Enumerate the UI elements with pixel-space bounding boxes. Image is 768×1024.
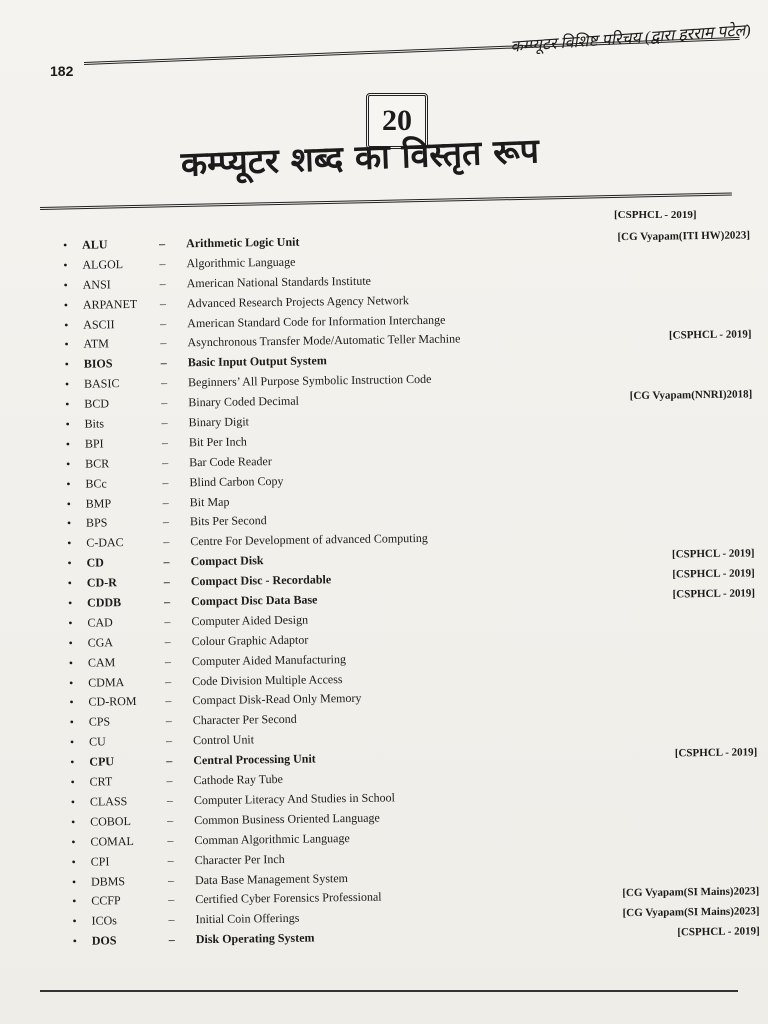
abbreviation: Bits (84, 416, 105, 431)
full-form: Bit Map (189, 494, 230, 509)
abbreviation: C-DAC (86, 535, 124, 551)
abbreviation: BPI (84, 436, 104, 451)
dash-separator: – (165, 733, 173, 748)
abbreviation: DBMS (90, 873, 126, 889)
full-form: Code Division Multiple Access (192, 671, 343, 688)
abbreviation: ASCII (83, 316, 115, 332)
chapter-title: कम्प्यूटर शब्द का विस्तृत रूप (180, 131, 540, 185)
dash-separator: – (160, 316, 167, 331)
dash-separator: – (163, 554, 170, 569)
full-form: Cathode Ray Tube (193, 771, 284, 788)
bullet-icon: • (72, 934, 78, 949)
dash-separator: – (167, 813, 174, 828)
bullet-icon: • (71, 854, 76, 869)
bullet-icon: • (69, 695, 74, 710)
abbreviation: CPI (90, 853, 110, 869)
bullet-icon: • (63, 297, 69, 312)
full-form: Binary Coded Decimal (188, 393, 300, 410)
full-form: Centre For Development of advanced Computing (190, 531, 428, 549)
dash-separator: – (163, 534, 170, 549)
bullet-icon: • (69, 675, 74, 690)
abbreviation: CGA (87, 635, 114, 650)
dash-separator: – (167, 833, 174, 848)
full-form: Bits Per Second (189, 513, 267, 529)
abbreviation: BCc (85, 476, 107, 491)
abbreviation: CLASS (89, 794, 128, 809)
full-form: Compact Disk (190, 553, 264, 569)
abbreviation: ATM (83, 336, 109, 352)
full-form: Asynchronous Transfer Mode/Automatic Teller Machine (187, 331, 461, 350)
full-form: American Standard Code for Information Interchange (187, 312, 446, 330)
full-form: Control Unit (192, 732, 255, 748)
full-form: Compact Disc - Recordable (190, 572, 332, 589)
full-form: Computer Literacy And Studies in School (193, 790, 395, 808)
dash-separator: – (162, 455, 169, 470)
bullet-icon: • (64, 337, 69, 352)
abbreviation: ANSI (82, 277, 111, 292)
full-form: Colour Graphic Adaptor (191, 632, 309, 649)
abbreviation: BCR (85, 456, 110, 471)
dash-separator: – (159, 236, 166, 251)
dash-separator: – (166, 753, 173, 768)
bullet-icon: • (65, 416, 70, 431)
dash-separator: – (160, 355, 167, 370)
dash-separator: – (162, 475, 169, 490)
abbreviation: CDMA (88, 674, 125, 690)
exam-tag: [CSPHCL - 2019] (668, 328, 752, 342)
abbreviation: ALU (82, 237, 108, 252)
dash-separator: – (162, 495, 169, 510)
dash-separator: – (159, 256, 166, 271)
bullet-icon: • (64, 317, 69, 332)
footer-rule (40, 990, 738, 992)
dash-separator: – (167, 872, 175, 888)
abbreviation: CPS (88, 714, 111, 730)
full-form: American National Standards Institute (186, 273, 372, 291)
full-form: Advanced Research Projects Agency Network (186, 292, 409, 310)
abbreviation: CCFP (91, 893, 121, 909)
bullet-icon: • (63, 257, 68, 272)
abbreviation: BPS (85, 515, 108, 531)
bullet-icon: • (64, 357, 69, 372)
full-form: Computer Aided Manufacturing (191, 651, 346, 668)
dash-separator: – (161, 435, 168, 450)
page-number: 182 (50, 63, 74, 79)
full-form: Basic Input Output System (187, 353, 327, 370)
bullet-icon: • (67, 556, 72, 571)
bullet-icon: • (67, 576, 73, 591)
full-form: Binary Digit (188, 414, 250, 430)
dash-separator: – (168, 912, 175, 927)
abbreviation: ARPANET (82, 296, 138, 312)
dash-separator: – (165, 674, 172, 689)
dash-separator: – (166, 773, 173, 788)
bullet-icon: • (67, 536, 72, 551)
bullet-icon: • (72, 894, 77, 909)
full-form: Comman Algorithmic Language (194, 830, 350, 847)
bullet-icon: • (65, 436, 71, 451)
abbreviation: CAD (87, 615, 113, 630)
exam-tag: [CSPHCL - 2019] (671, 547, 755, 561)
abbreviation: BIOS (83, 356, 113, 372)
full-form: Data Base Management System (194, 870, 349, 887)
dash-separator: – (166, 793, 173, 808)
bullet-icon: • (67, 595, 73, 610)
dash-separator: – (164, 634, 171, 649)
full-form: Character Per Inch (194, 851, 285, 867)
exam-tag: [CSPHCL - 2019] (672, 567, 755, 581)
dash-separator: – (164, 614, 171, 629)
full-form: Bit Per Inch (188, 434, 247, 450)
full-form: Computer Aided Design (191, 612, 309, 629)
full-form: Arithmetic Logic Unit (186, 234, 300, 251)
bullet-icon: • (70, 774, 75, 789)
abbreviation: COMAL (90, 833, 134, 849)
full-form: Common Business Oriented Language (194, 810, 380, 828)
abbreviation: CRT (89, 774, 113, 789)
bullet-icon: • (70, 814, 76, 829)
dash-separator: – (159, 276, 166, 291)
abbreviation: CD (86, 555, 105, 570)
abbreviation: CAM (87, 654, 116, 670)
bullet-icon: • (64, 377, 70, 392)
chapter-number: 20 (382, 104, 412, 137)
exam-tag: [CSPHCL - 2019] (672, 587, 756, 601)
exam-tag: [CG Vyapam(NNRI)2018] (629, 388, 753, 403)
dash-separator: – (159, 296, 167, 311)
abbreviation: BMP (85, 495, 112, 511)
bullet-icon: • (71, 874, 77, 889)
running-header: कम्प्यूटर विशिष्ट परिचय (द्वारा हरराम पटेल) (510, 21, 752, 56)
exam-tag: [CSPHCL - 2019] (674, 746, 758, 760)
full-form: Compact Disc Data Base (191, 592, 318, 609)
exam-tag: [CG Vyapam(SI Mains)2023] (622, 885, 760, 900)
abbreviation: ALGOL (82, 257, 124, 272)
bullet-icon: • (66, 496, 71, 511)
dash-separator: – (163, 574, 170, 589)
full-form: Beginners’ All Purpose Symbolic Instruction Code (187, 372, 432, 390)
abbreviation: CU (88, 734, 106, 749)
bullet-icon: • (69, 735, 75, 750)
full-form: Bar Code Reader (189, 453, 272, 470)
dash-separator: – (160, 335, 167, 351)
abbreviation: CD-R (86, 575, 117, 590)
title-rule (40, 193, 732, 210)
bullet-icon: • (71, 834, 76, 849)
dash-separator: – (160, 375, 168, 390)
bullet-icon: • (70, 794, 76, 809)
bullet-icon: • (63, 277, 68, 292)
full-form: Compact Disk-Read Only Memory (192, 691, 362, 708)
bullet-icon: • (65, 456, 71, 471)
full-form: Character Per Second (192, 712, 297, 728)
full-form: Disk Operating System (195, 930, 315, 947)
bullet-icon: • (68, 615, 73, 630)
exam-tag: [CSPHCL - 2019] (677, 925, 760, 939)
bullet-icon: • (70, 755, 75, 770)
full-form: Certified Cyber Forensics Professional (195, 889, 382, 907)
full-form: Central Processing Unit (193, 751, 316, 768)
dash-separator: – (167, 853, 174, 868)
abbreviation: CD-ROM (88, 694, 137, 710)
abbreviation-list (60, 226, 768, 952)
bullet-icon: • (68, 655, 74, 670)
abbreviation: COBOL (90, 813, 131, 829)
abbreviation: CPU (89, 754, 115, 769)
header-rule (84, 37, 740, 65)
dash-separator: – (168, 932, 175, 947)
bullet-icon: • (69, 715, 74, 730)
bullet-icon: • (65, 397, 70, 412)
abbreviation: CDDB (87, 595, 122, 610)
dash-separator: – (164, 594, 171, 609)
full-form: Initial Coin Offerings (195, 911, 300, 927)
full-form: Blind Carbon Copy (189, 473, 284, 489)
dash-separator: – (161, 395, 168, 410)
dash-separator: – (165, 693, 172, 709)
bullet-icon: • (66, 516, 72, 531)
exam-tag: [CG Vyapam(ITI HW)2023] (617, 229, 751, 244)
abbreviation: BCD (84, 396, 110, 411)
bullet-icon: • (68, 635, 73, 650)
exam-tag: [CSPHCL - 2019] (614, 209, 697, 221)
exam-tag: [CG Vyapam(SI Mains)2023] (622, 905, 760, 920)
abbreviation: ICOs (91, 913, 118, 928)
full-form: Algorithmic Language (186, 254, 296, 271)
bullet-icon: • (62, 237, 68, 252)
dash-separator: – (161, 415, 168, 430)
dash-separator: – (165, 713, 172, 728)
bullet-icon: • (72, 914, 77, 929)
dash-separator: – (164, 654, 172, 669)
abbreviation: DOS (91, 933, 117, 948)
dash-separator: – (162, 514, 170, 530)
bullet-icon: • (66, 476, 71, 491)
abbreviation: BASIC (83, 376, 120, 391)
dash-separator: – (168, 892, 175, 907)
